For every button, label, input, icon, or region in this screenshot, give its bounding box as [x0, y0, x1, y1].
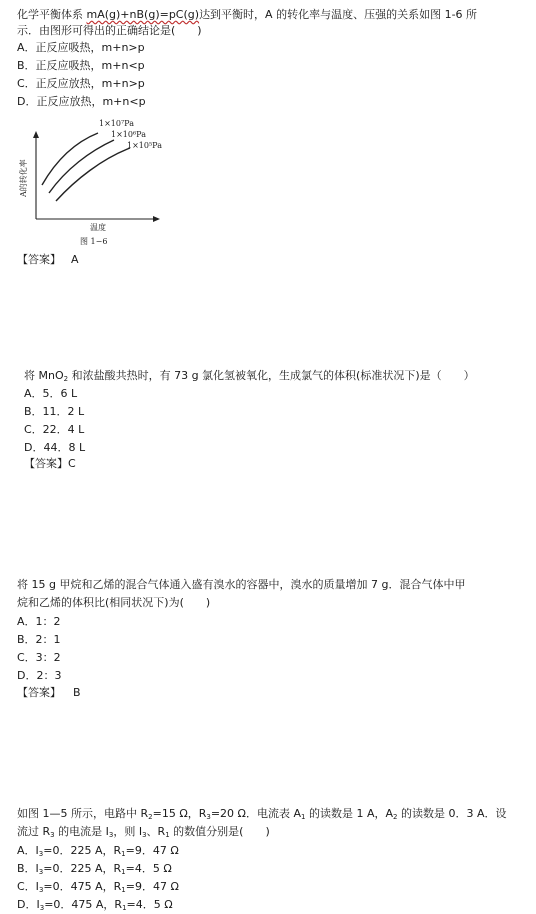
subscript: 1: [300, 813, 306, 821]
q3-option-a: A．1：2: [17, 615, 61, 628]
curve-1e6: [49, 140, 114, 193]
subscript: 1: [122, 904, 127, 912]
answer-label: 【答案】: [24, 457, 68, 470]
conversion-temperature-graph: [10, 113, 180, 253]
text-segment: 的读数是 0．3 A．设: [397, 807, 507, 820]
q1-equation: mA(g)+nB(g)=pC(g): [86, 8, 200, 21]
text-segment: =0．225 A，R: [43, 862, 122, 875]
text-segment: 如图 1—5 所示，电路中 R: [17, 807, 149, 820]
subscript: 3: [38, 850, 44, 858]
q4-stem-line-2: [17, 824, 270, 840]
text-segment: =0．475 A，R: [44, 898, 123, 911]
q3-stem-line-2: 烷和乙烯的体积比(相同状况下)为( ): [17, 596, 211, 609]
text-segment: 的读数是 1 A，A: [305, 807, 393, 820]
text-segment: 的电流是 I: [54, 825, 109, 838]
curve-label-1e7: 1×10⁷Pa: [99, 119, 134, 128]
q2-stem-suffix: 和浓盐酸共热时，有 73 g 氯化氢被氧化，生成氯气的体积(标准状况下)是（ ）: [68, 369, 475, 382]
subscript: 3: [206, 813, 211, 821]
subscript: 3: [108, 831, 114, 839]
curve-1e7: [42, 133, 98, 185]
q4-option-b: [17, 861, 172, 877]
text-segment: =9．47 Ω: [125, 844, 179, 857]
q4-option-c: [17, 879, 179, 895]
q1-option-a: A．正反应吸热，m+n>p: [17, 41, 145, 54]
text-segment: =0．475 A，R: [43, 880, 122, 893]
q2-stem-subscript: 2: [63, 375, 69, 383]
subscript: 3: [142, 831, 147, 839]
subscript: 3: [50, 831, 55, 839]
q3-option-c: C．3：2: [17, 651, 61, 664]
text-segment: =9．47 Ω: [125, 880, 179, 893]
q2-option-a: A．5．6 L: [24, 387, 78, 400]
subscript: 1: [121, 850, 126, 858]
q3-option-d: D．2：3: [17, 669, 62, 682]
text-segment: 的数值分别是( ): [169, 825, 270, 838]
q1-figure: [10, 113, 180, 253]
text-segment: B．I: [17, 862, 39, 875]
q1-answer: [17, 252, 79, 268]
q4-stem-line-1: [17, 806, 506, 822]
text-segment: =0．225 A，R: [43, 844, 122, 857]
q2-option-c: C．22．4 L: [24, 423, 85, 436]
subscript: 2: [148, 813, 153, 821]
q1-stem-prefix: 化学平衡体系: [17, 8, 87, 21]
figure-caption: 图 1−6: [80, 237, 108, 246]
curve-label-1e6: 1×10⁶Pa: [111, 130, 146, 139]
q1-option-c: C．正反应放热，m+n>p: [17, 77, 145, 90]
q1-option-d: D．正反应放热，m+n<p: [17, 95, 146, 108]
y-axis-label: A的转化率: [19, 159, 28, 197]
q2-answer: [24, 456, 76, 472]
q1-option-b: B．正反应吸热，m+n<p: [17, 59, 145, 72]
subscript: 1: [121, 886, 126, 894]
subscript: 2: [393, 813, 398, 821]
answer-label: 【答案】: [17, 253, 61, 266]
answer-label: 【答案】: [17, 686, 61, 699]
answer-value: C: [68, 457, 76, 470]
q2-stem: [24, 368, 475, 384]
q4-option-a: [17, 843, 179, 859]
q2-stem-prefix: 将 MnO: [24, 369, 64, 382]
text-segment: C．I: [17, 880, 39, 893]
text-segment: ，则 I: [113, 825, 143, 838]
subscript: 1: [165, 831, 170, 839]
q3-stem-line-1: 将 15 g 甲烷和乙烯的混合气体通入盛有溴水的容器中，溴水的质量增加 7 g．混合气体中甲: [17, 578, 466, 591]
text-segment: D．I: [17, 898, 40, 911]
q3-answer: [17, 685, 81, 701]
q4-option-d: [17, 897, 173, 913]
text-segment: 、R: [146, 825, 166, 838]
text-segment: =4．5 Ω: [125, 862, 172, 875]
subscript: 3: [38, 868, 44, 876]
x-axis-arrow: [153, 216, 160, 222]
q1-stem-suffix: 达到平衡时，A 的转化率与温度、压强的关系如图 1-6 所: [199, 8, 478, 21]
y-axis-arrow: [33, 131, 39, 138]
q1-stem-line-1: [17, 7, 477, 23]
text-segment: =20 Ω．电流表 A: [210, 807, 301, 820]
curve-1e5: [56, 148, 130, 201]
text-segment: =15 Ω，R: [152, 807, 207, 820]
q3-option-b: B．2：1: [17, 633, 61, 646]
text-segment: A．I: [17, 844, 39, 857]
curve-label-1e5: 1×10⁵Pa: [127, 141, 162, 150]
subscript: 1: [121, 868, 126, 876]
x-axis-label: 温度: [90, 223, 106, 232]
subscript: 3: [38, 886, 44, 894]
q1-stem-line-2: 示．由图形可得出的正确结论是( ): [17, 24, 202, 37]
text-segment: =4．5 Ω: [126, 898, 173, 911]
q2-option-d: D．44．8 L: [24, 441, 86, 454]
q2-option-b: B．11．2 L: [24, 405, 85, 418]
text-segment: 流过 R: [17, 825, 51, 838]
answer-value: B: [73, 686, 81, 699]
answer-value: A: [71, 253, 79, 266]
subscript: 3: [39, 904, 45, 912]
